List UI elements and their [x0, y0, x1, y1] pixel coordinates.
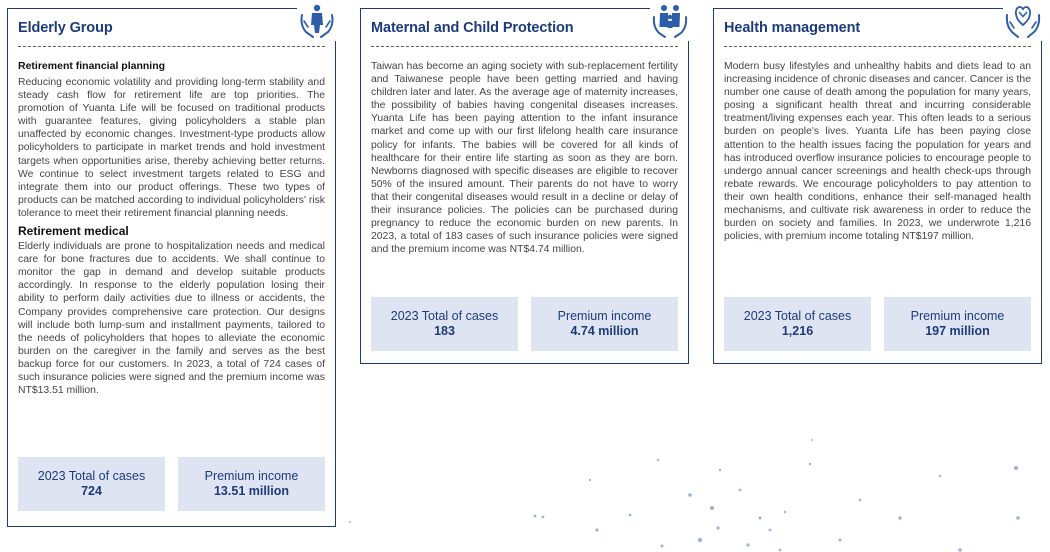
card-elderly-group [7, 8, 336, 527]
paragraph-retirement-financial: Reducing economic volatility and providing long-term stability and steady cash flow for retirement life are top priorities. The promotion of Yuanta Life will be focused on traditional products with guarantee features, giving policyholders a stable plan unaffected by economic changes. Investment-type products allow policyholders to participate in market trends and hold investment targets when opportunities arise, thereby achieving better returns. We continue to select investment targets related to ESG and integrate them into our product offerings. These two types of products can be matched according to individual policyholders' risk tolerance to meet their retirement financial planning needs. [18, 77, 325, 219]
decorative-dot-pattern [340, 400, 1050, 552]
stat-label: Premium income [557, 309, 652, 323]
stat-total-cases [371, 297, 518, 351]
stat-value: 724 [81, 484, 102, 498]
stats-row [18, 457, 325, 511]
stat-label: Premium income [204, 469, 299, 483]
paragraph-health: Modern busy lifestyles and unhealthy habits and diets lead to an increasing incidence of chronic diseases and cancer. Cancer is the number one cause of death among the population for many years, posing a significant health threat and incurring considerable treatment/living expenses each year. This often leads to a serious burden on people's lives. Yuanta Life has been paying close attention to the health issues facing the population for years and has introduced overflow insurance policies to encourage people to undergo annual cancer screenings and health check-ups through rebate rewards. We encourage policyholders to pay attention to their own health conditions, enhance their self-managed health mechanisms, and cultivate risk awareness in order to reduce the burden on society and families. In 2023, we underwrote 1,216 policies, with premium income totaling NT$197 million. [724, 61, 1031, 243]
stat-value: 183 [434, 324, 455, 338]
card-health-management [713, 8, 1042, 364]
stat-value: 13.51 million [213, 484, 290, 498]
stat-premium-income [884, 297, 1031, 351]
stat-value: 197 million [925, 324, 990, 338]
divider [371, 46, 678, 47]
stat-premium-income [178, 457, 325, 511]
elderly-care-icon [297, 1, 337, 41]
family-care-icon [650, 1, 690, 41]
card-body [724, 60, 1031, 243]
subheading-retirement-medical: Retirement medical [18, 224, 129, 239]
stat-value: 1,216 [781, 324, 814, 338]
stat-label: 2023 Total of cases [37, 469, 146, 483]
heart-hands-icon [1003, 1, 1043, 41]
stat-label: 2023 Total of cases [390, 309, 499, 323]
stat-label: Premium income [910, 309, 1005, 323]
stat-value: 4.74 million [570, 324, 639, 338]
card-title: Maternal and Child Protection [371, 20, 574, 36]
subheading-retirement-financial: Retirement financial planning [18, 60, 166, 72]
card-maternal-child [360, 8, 689, 364]
card-body [371, 60, 678, 256]
stats-row [724, 297, 1031, 351]
stat-label: 2023 Total of cases [743, 309, 852, 323]
divider [724, 46, 1031, 47]
stat-total-cases [18, 457, 165, 511]
divider [18, 46, 325, 47]
stats-row [371, 297, 678, 351]
card-title: Health management [724, 20, 861, 36]
paragraph-maternal: Taiwan has become an aging society with sub-replacement fertility and Taiwanese people have been getting married and having children later and later. As the average age of maternity increases, the possibility of babies having congenital diseases increases. Yuanta Life has been paying attention to the infant insurance market and come up with our first lifelong health care insurance policy for infants. The babies will be covered for all kinds of healthcare for their entire life starting as soon as they are born. Newborns diagnosed with specific diseases are eligible to recover 50% of the insured amount. Their parents do not have to worry that their congenital diseases would result in a decline or delay of their insurance policies. The policies can be purchased during pregnancy to reduce the economic burden on new parents. In 2023, a total of 183 cases of such insurance policies were signed and the premium income was NT$4.74 million. [371, 61, 678, 256]
card-body [18, 60, 325, 397]
stat-premium-income [531, 297, 678, 351]
paragraph-retirement-medical: Elderly individuals are prone to hospitalization needs and medical care for bone fractures due to accidents. We shall continue to monitor the gap in demand and develop suitable products accordingly. In response to the elderly population losing their ability to perform daily activities due to illness or accidents, the Company provides comprehensive care protection. Our designs will include both lump-sum and installment payments, tailored to the needs of policyholders that hopes to alleviate the economic burden on the caregiver in the family and serves as the best backup force for our customers. In 2023, a total of 724 cases of such insurance policies were signed and the premium income was NT$13.51 million. [18, 241, 325, 397]
card-title: Elderly Group [18, 20, 113, 36]
stat-total-cases [724, 297, 871, 351]
